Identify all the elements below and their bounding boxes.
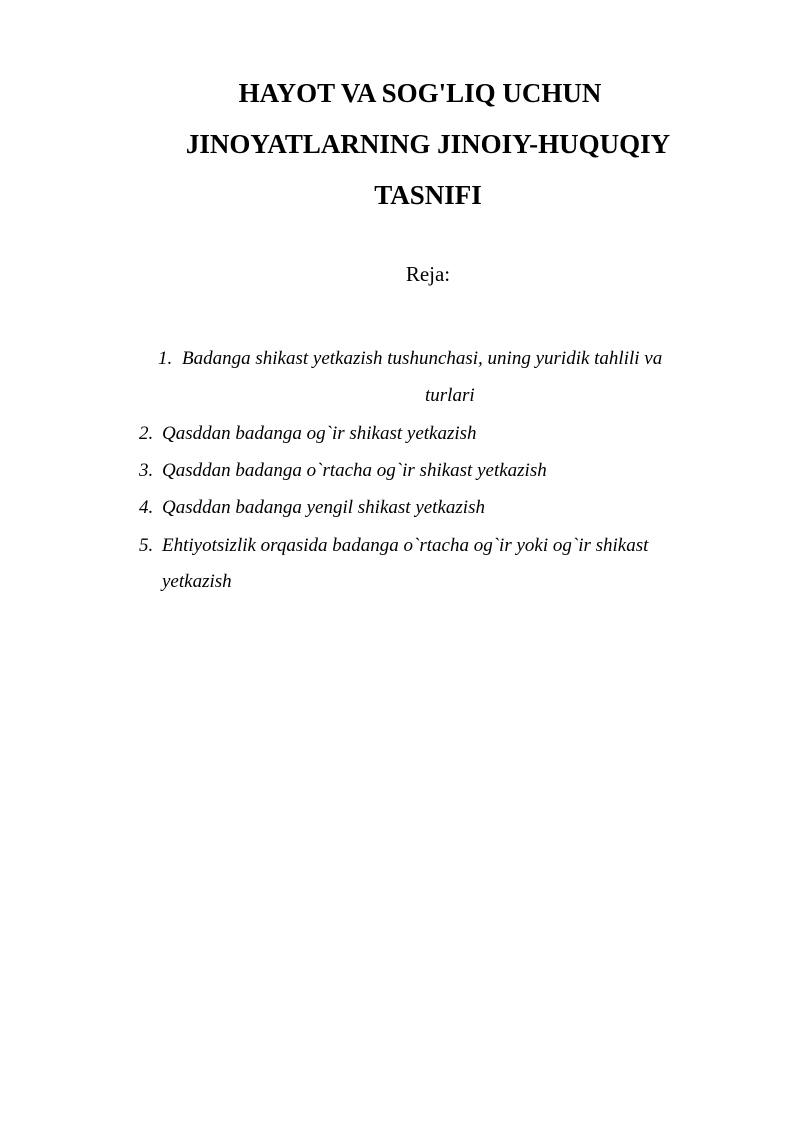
- list-item-1-number: 1.: [158, 348, 173, 369]
- plan-heading: Reja:: [405, 262, 451, 286]
- list-item-2-line-1: Qasddan badanga og`ir shikast yetkazish: [162, 423, 477, 444]
- list-item-4-line-1: Qasddan badanga yengil shikast yetkazish: [162, 497, 485, 518]
- list-item-1-line-2: turlari: [425, 385, 475, 406]
- list-item-5-line-2: yetkazish: [162, 571, 232, 592]
- document-title-line-2: JINOYATLARNING JINOIY-HUQUQIY: [185, 129, 671, 159]
- document-title-line-1: HAYOT VA SOG'LIQ UCHUN: [238, 78, 602, 108]
- list-item-5-number: 5.: [139, 535, 154, 556]
- list-item-3-number: 3.: [139, 460, 154, 481]
- list-item-1-line-1: Badanga shikast yetkazish tushunchasi, uning yuridik tahlili va: [182, 348, 663, 369]
- document-title-line-3: TASNIFI: [374, 180, 482, 210]
- list-item-3-line-1: Qasddan badanga o`rtacha og`ir shikast yetkazish: [162, 460, 547, 481]
- list-item-2-number: 2.: [139, 423, 154, 444]
- list-item-4-number: 4.: [139, 497, 154, 518]
- list-item-5-line-1: Ehtiyotsizlik orqasida badanga o`rtacha og`ir yoki og`ir shikast: [162, 535, 649, 556]
